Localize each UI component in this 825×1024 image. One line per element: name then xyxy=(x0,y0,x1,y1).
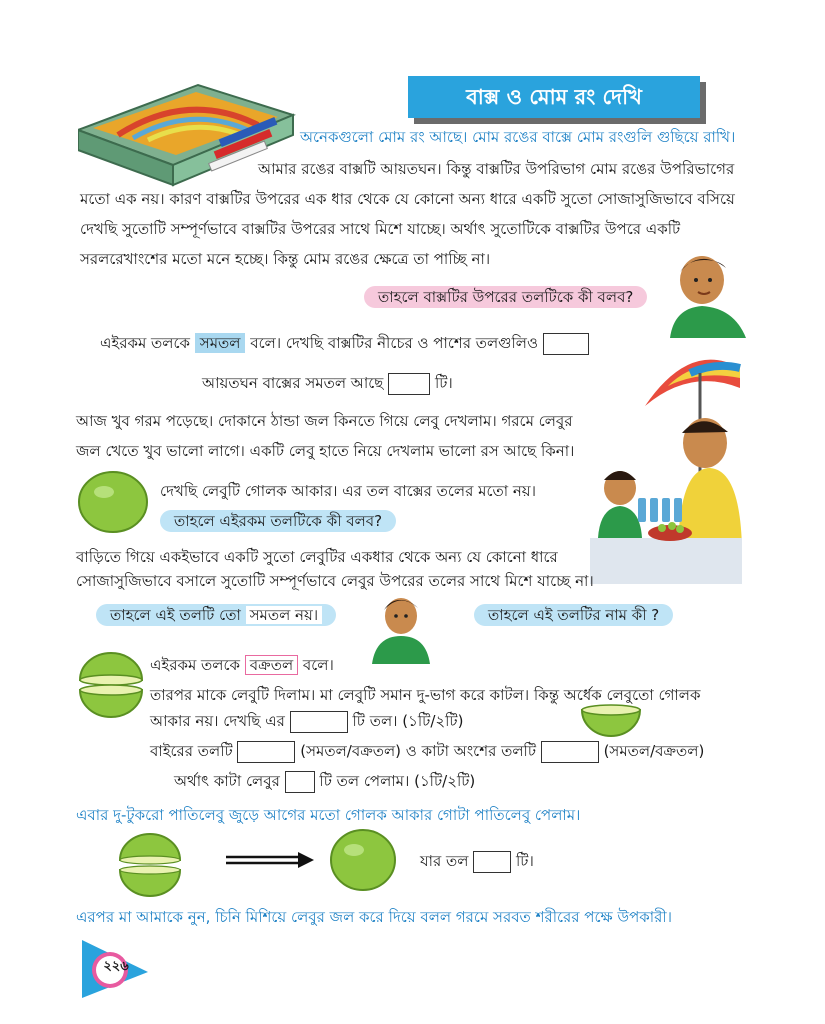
jar-tal-line xyxy=(420,846,534,876)
para3-line-2: সোজাসুজিভাবে বসালে সুতোটি সম্পূর্ণভাবে লেবুর উপরের তলের সাথে মিশে যাচ্ছে না। xyxy=(76,572,594,590)
final-line: এরপর মা আমাকে নুন, চিনি মিশিয়ে লেবুর জল করে দিয়ে বলল গরমে সরবত শরীরের পক্ষে উপকারী। xyxy=(76,908,673,926)
page-number: ২২৬ xyxy=(103,959,129,974)
boy-middle-illustration xyxy=(366,592,436,664)
half-line-2-before: আকার নয়। দেখছি এর xyxy=(150,712,285,730)
half-lemons-icon xyxy=(78,650,144,720)
jar-tal-after: টি। xyxy=(516,852,534,870)
half-line-4-after: টি তল পেলাম। (১টি/২টি) xyxy=(319,772,476,790)
samatal-before: এইরকম তলকে xyxy=(100,334,191,352)
jar-tal-before: যার তল xyxy=(420,852,469,870)
half-line-3 xyxy=(150,736,704,766)
answer-box-6[interactable] xyxy=(285,771,315,793)
half-line-4-before: অর্থাৎ কাটা লেবুর xyxy=(174,772,280,790)
ayatghan-before: আয়তঘন বাক্সের সমতল আছে xyxy=(202,374,384,392)
bubble-left-term: সমতল নয়। xyxy=(246,606,323,624)
join-line: এবার দু-টুকরো পাতিলেবু জুড়ে আগের মতো গোলক আকার গোটা পাতিলেবু পেলাম। xyxy=(76,806,581,824)
para1-line-1: আমার রঙের বাক্সটি আয়তঘন। কিন্তু বাক্সটির উপরিভাগ মোম রঙের উপরিভাগের xyxy=(258,160,735,178)
bubble-left xyxy=(96,604,336,626)
bakratal-before: এইরকম তলকে xyxy=(150,656,241,674)
samatal-after: বলে। দেখছি বাক্সটির নীচের ও পাশের তলগুলিও xyxy=(250,334,538,352)
golok-line: দেখছি লেবুটি গোলক আকার। এর তল বাক্সের তলের মতো নয়। xyxy=(160,482,536,500)
half-line-2-after: টি তল। (১টি/২টি) xyxy=(352,712,464,730)
question-bubble-top: তাহলে বাক্সটির উপরের তলটিকে কী বলব? xyxy=(364,286,647,308)
half-line-2 xyxy=(150,706,463,736)
para2-line-1: আজ খুব গরম পড়েছে। দোকানে ঠান্ডা জল কিনতে গিয়ে লেবু দেখলাম। গরমে লেবুর xyxy=(76,412,573,430)
para1-line-2: মতো এক নয়। কারণ বাক্সটির উপরের এক ধার থেকে যে কোনো অন্য ধারে একটি সুতো সোজাসুজিভাবে বসিয়ে xyxy=(80,190,735,208)
para1-line-4: সরলরেখাংশের মতো মনে হচ্ছে। কিন্তু মোম রঙের ক্ষেত্রে তা পাচ্ছি না। xyxy=(80,250,491,268)
para3-line-1: বাড়িতে গিয়ে একইভাবে একটি সুতো লেবুটির একধার থেকে অন্য যে কোনো ধারে xyxy=(76,548,558,566)
ayatghan-line xyxy=(202,368,453,398)
para1-line-3: দেখছি সুতোটি সম্পূর্ণভাবে বাক্সটির উপরের সাথে মিশে যাচ্ছে। অর্থাৎ সুতোটিকে বাক্সটির উপরে একটি xyxy=(80,220,681,238)
lemon-stall-illustration xyxy=(590,348,742,584)
question-bubble-mid: তাহলে এইরকম তলটিকে কী বলব? xyxy=(160,510,396,532)
answer-box-2[interactable] xyxy=(388,373,430,395)
half-line-3-b: (সমতল/বক্রতল) ও কাটা অংশের তলটি xyxy=(300,742,536,760)
half-line-4 xyxy=(174,766,475,796)
half-line-3-c: (সমতল/বক্রতল) xyxy=(603,742,705,760)
double-arrow-icon xyxy=(226,850,314,870)
bakratal-after: বলে। xyxy=(302,656,334,674)
whole-lemon-result-icon xyxy=(328,826,398,892)
answer-box-5[interactable] xyxy=(541,741,599,763)
bubble-right: তাহলে এই তলটির নাম কী ? xyxy=(474,604,673,626)
cut-lemon-icon xyxy=(580,704,642,738)
boy-illustration xyxy=(660,248,750,338)
answer-box-7[interactable] xyxy=(473,851,511,873)
intro-line: অনেকগুলো মোম রং আছে। মোম রঙের বাক্সে মোম রংগুলি গুছিয়ে রাখি। xyxy=(300,128,736,146)
answer-box-1[interactable] xyxy=(543,333,589,355)
samatal-line xyxy=(100,328,589,358)
para2-line-2: জল খেতে খুব ভালো লাগে। একটি লেবু হাতে নিয়ে দেখলাম ভালো রস আছে কিনা। xyxy=(76,442,575,460)
bubble-left-text: তাহলে এই তলটি তো xyxy=(110,606,241,624)
answer-box-4[interactable] xyxy=(237,741,295,763)
bakratal-line xyxy=(150,650,334,680)
two-halves-icon xyxy=(118,832,182,898)
half-line-3-a: বাইরের তলটি xyxy=(150,742,233,760)
half-line-1: তারপর মাকে লেবুটি দিলাম। মা লেবুটি সমান দু-ভাগ করে কাটল। কিন্তু অর্ধেক লেবুতো গোলক xyxy=(150,686,701,704)
bakratal-term: বক্রতল xyxy=(245,655,298,675)
page-title: বাক্স ও মোম রং দেখি xyxy=(408,76,700,118)
whole-lemon-icon xyxy=(76,468,150,534)
answer-box-3[interactable] xyxy=(290,711,348,733)
ayatghan-after: টি। xyxy=(434,374,453,392)
samatal-term: সমতল xyxy=(195,333,246,353)
